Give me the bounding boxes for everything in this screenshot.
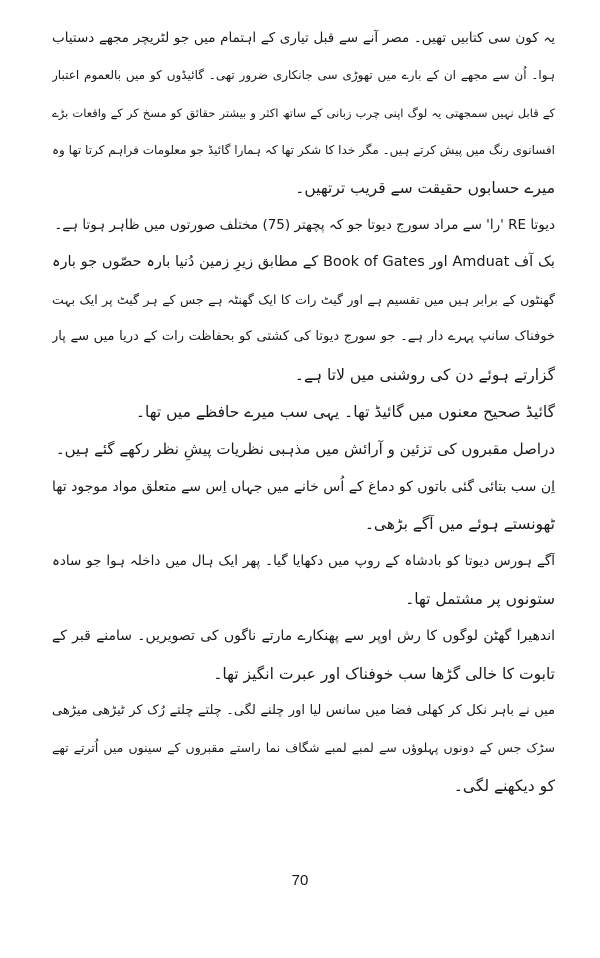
text-line: تابوت کا خالی گڑھا سب خوفناک اور عبرت انگیز تھا۔ xyxy=(213,664,555,683)
text-line: کے قابل نہیں سمجھتی یہ لوگ اپنی چرب زبانی کے ساتھ اکثر و بیشتر حقائق کو مسخ کر کے واقعات بڑے xyxy=(52,105,555,120)
page-body-text xyxy=(52,26,555,811)
text-line: یہ کون سی کتابیں تھیں۔ مصر آنے سے قبل تیاری کے اہتمام میں جو لٹریچر مجھے دستیاب xyxy=(52,30,555,46)
text-line: دیوتا RE 'را' سے مراد سورج دیوتا جو کہ پچھتر (75) مختلف صورتوں میں ظاہر ہوتا ہے۔ xyxy=(54,216,555,233)
text-line: میں نے باہر نکل کر کھلی فضا میں سانس لیا اور چلنے لگی۔ چلتے چلتے رُک کر ٹیڑھی میڑھی xyxy=(52,703,555,719)
text-line: ٹھونستے ہوئے میں آگے بڑھی۔ xyxy=(364,515,555,534)
text-line: اندھیرا گھٹن لوگوں کا رش اوپر سے پھنکارے مارتے ناگوں کی تصویریں۔ سامنے قبر کے xyxy=(52,628,555,645)
text-line: گائیڈ صحیح معنوں میں گائیڈ تھا۔ یہی سب میرے حافظے میں تھا۔ xyxy=(135,402,555,421)
page-number: 70 xyxy=(291,872,309,889)
text-line: بک آف Amduat اور Book of Gates کے مطابق زیرِ زمین دُنیا بارہ حصّوں جو بارہ xyxy=(52,254,555,271)
text-line: ہوا۔ اُن سے مجھے ان کے بارے میں تھوڑی سی جانکاری ضرور تھی۔ گائیڈوں کو میں بالعموم اعتبار xyxy=(52,68,555,83)
text-line: دراصل مقبروں کی تزئین و آرائش میں مذہبی نظریات پیشِ نظر رکھے گئے ہیں۔ xyxy=(55,440,555,459)
text-line: سڑک جس کے دونوں پہلوؤں سے لمبے لمبے شگاف نما راستے مقبروں کے سینوں میں اُترتے تھے xyxy=(52,740,555,756)
text-line: آگے ہورس دیوتا کو بادشاہ کے روپ میں دکھایا گیا۔ پھر ایک ہال میں داخلہ ہوا جو سادہ xyxy=(52,553,555,570)
text-line: خوفناک سانپ پہرے دار ہے۔ جو سورج دیوتا کی کشتی کو بحفاظت رات کے دریا میں سے پار xyxy=(52,329,555,345)
text-line: گھنٹوں کے برابر ہیں میں تقسیم ہے اور گیٹ رات کا ایک گھنٹہ ہے جس کے ہر گیٹ پر ایک بہت xyxy=(52,291,555,307)
text-line: افسانوی رنگ میں پیش کرتے ہیں۔ مگر خدا کا شکر تھا کہ ہمارا گائیڈ جو معلومات فراہم کرتا تھا وہ xyxy=(52,143,555,158)
text-line: اِن سب بتائی گئی باتوں کو دماغ کے اُس خانے میں جہاں اِس سے متعلق مواد موجود تھا xyxy=(52,478,555,495)
text-line: گزارتے ہوئے دن کی روشنی میں لاتا ہے۔ xyxy=(294,365,555,384)
text-line: کو دیکھنے لگی۔ xyxy=(453,776,555,795)
text-line: ستونوں پر مشتمل تھا۔ xyxy=(405,589,555,608)
text-line: میرے حسابوں حقیقت سے قریب ترتھیں۔ xyxy=(295,178,555,197)
